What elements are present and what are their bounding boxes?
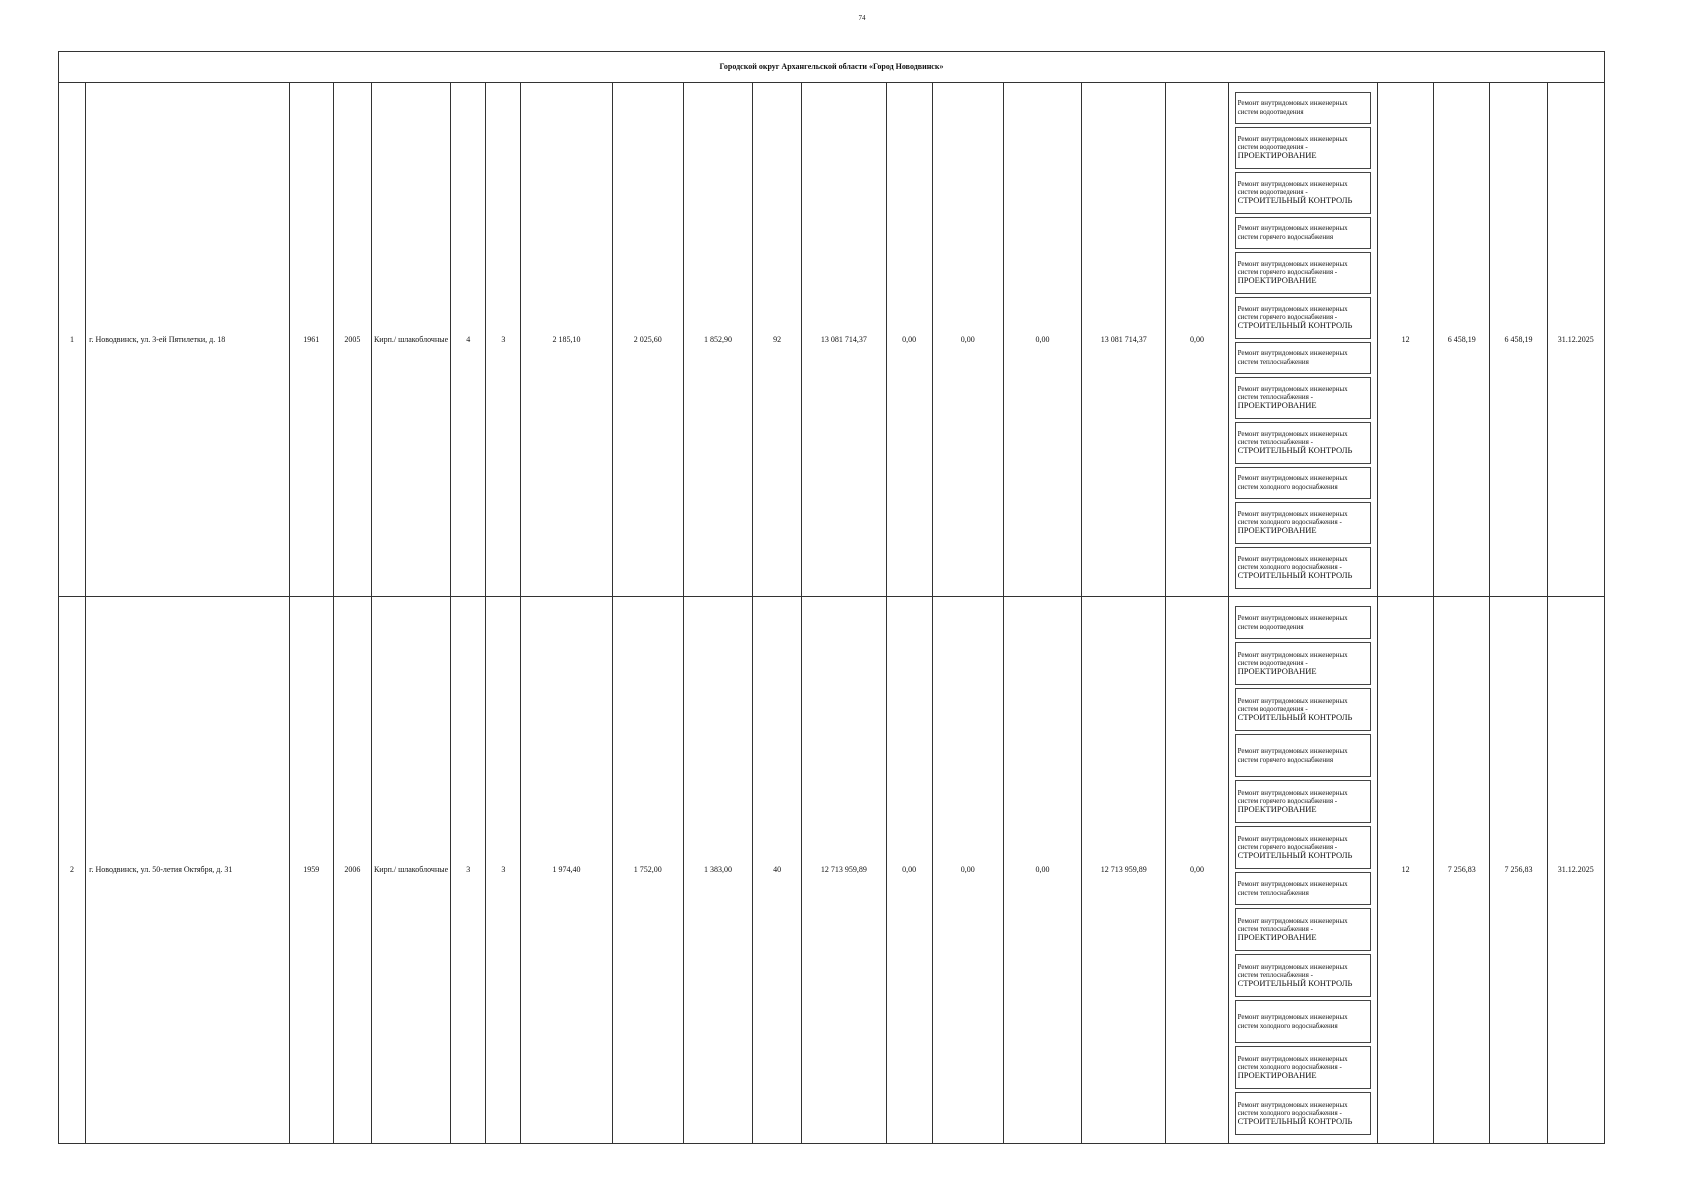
work-item: Ремонт внутридомовых инженерных систем теплоснабжения - ПРОЕКТИРОВАНИЕ <box>1235 377 1371 419</box>
address-cell: г. Новодвинск, ул. 50-летия Октября, д. 31 <box>86 597 290 1144</box>
row-number: 1 <box>59 83 86 597</box>
works-list <box>1235 606 1371 1135</box>
premises-area-cell: 1 752,00 <box>612 597 683 1144</box>
work-item: Ремонт внутридомовых инженерных систем теплоснабжения <box>1235 342 1371 374</box>
year-built-cell: 1961 <box>289 83 333 597</box>
cost-owners-cell: 12 713 959,89 <box>1082 597 1166 1144</box>
work-item: Ремонт внутридомовых инженерных систем водоотведения - ПРОЕКТИРОВАНИЕ <box>1235 642 1371 685</box>
work-item: Ремонт внутридомовых инженерных систем горячего водоснабжения <box>1235 734 1371 777</box>
work-item: Ремонт внутридомовых инженерных систем теплоснабжения - СТРОИТЕЛЬНЫЙ КОНТРОЛЬ <box>1235 422 1371 464</box>
floors-cell: 3 <box>451 597 486 1144</box>
residents-cell: 92 <box>753 83 802 597</box>
work-item: Ремонт внутридомовых инженерных систем теплоснабжения - ПРОЕКТИРОВАНИЕ <box>1235 908 1371 951</box>
works-count-cell: 12 <box>1378 83 1434 597</box>
wall-material-cell: Кирп./ шлакоблочные <box>371 597 450 1144</box>
work-item: Ремонт внутридомовых инженерных систем теплоснабжения - СТРОИТЕЛЬНЫЙ КОНТРОЛЬ <box>1235 954 1371 997</box>
total-area-cell: 1 974,40 <box>521 597 612 1144</box>
works-list <box>1235 92 1371 589</box>
year-reconstruction-cell: 2005 <box>333 83 371 597</box>
total-area-cell: 2 185,10 <box>521 83 612 597</box>
unit-cost-cell: 6 458,19 <box>1434 83 1490 597</box>
work-item: Ремонт внутридомовых инженерных систем горячего водоснабжения <box>1235 217 1371 249</box>
cost-local-cell: 0,00 <box>1003 597 1081 1144</box>
cost-total-cell: 12 713 959,89 <box>802 597 886 1144</box>
work-item: Ремонт внутридомовых инженерных систем холодного водоснабжения <box>1235 467 1371 499</box>
cost-federal-cell: 0,00 <box>886 597 932 1144</box>
row-number: 2 <box>59 597 86 1144</box>
year-reconstruction-cell: 2006 <box>333 597 371 1144</box>
work-item: Ремонт внутридомовых инженерных систем холодного водоснабжения - ПРОЕКТИРОВАНИЕ <box>1235 502 1371 544</box>
floors-cell: 4 <box>451 83 486 597</box>
capital-repair-table <box>58 51 1605 1144</box>
work-item: Ремонт внутридомовых инженерных систем водоотведения <box>1235 606 1371 639</box>
address-cell: г. Новодвинск, ул. 3-ей Пятилетки, д. 18 <box>86 83 290 597</box>
residential-area-cell: 1 383,00 <box>683 597 752 1144</box>
cost-local-cell: 0,00 <box>1003 83 1081 597</box>
deadline-cell: 31.12.2025 <box>1547 83 1604 597</box>
entrances-cell: 3 <box>486 83 521 597</box>
work-item: Ремонт внутридомовых инженерных систем горячего водоснабжения - ПРОЕКТИРОВАНИЕ <box>1235 252 1371 294</box>
cost-other-cell: 0,00 <box>1166 83 1228 597</box>
cost-other-cell: 0,00 <box>1166 597 1228 1144</box>
page-number: 74 <box>858 14 866 22</box>
residential-area-cell: 1 852,90 <box>683 83 752 597</box>
year-built-cell: 1959 <box>289 597 333 1144</box>
wall-material-cell: Кирп./ шлакоблочные <box>371 83 450 597</box>
premises-area-cell: 2 025,60 <box>612 83 683 597</box>
work-item: Ремонт внутридомовых инженерных систем холодного водоснабжения - СТРОИТЕЛЬНЫЙ КОНТРОЛЬ <box>1235 547 1371 589</box>
cost-regional-cell: 0,00 <box>932 597 1003 1144</box>
work-item: Ремонт внутридомовых инженерных систем теплоснабжения <box>1235 872 1371 905</box>
work-item: Ремонт внутридомовых инженерных систем водоотведения - ПРОЕКТИРОВАНИЕ <box>1235 127 1371 169</box>
work-item: Ремонт внутридомовых инженерных систем водоотведения - СТРОИТЕЛЬНЫЙ КОНТРОЛЬ <box>1235 172 1371 214</box>
works-cell <box>1228 83 1377 597</box>
works-count-cell: 12 <box>1378 597 1434 1144</box>
region-title: Городской округ Архангельской области «Город Новодвинск» <box>59 52 1605 83</box>
work-item: Ремонт внутридомовых инженерных систем холодного водоснабжения - СТРОИТЕЛЬНЫЙ КОНТРОЛЬ <box>1235 1092 1371 1135</box>
cost-regional-cell: 0,00 <box>932 83 1003 597</box>
work-item: Ремонт внутридомовых инженерных систем горячего водоснабжения - ПРОЕКТИРОВАНИЕ <box>1235 780 1371 823</box>
residents-cell: 40 <box>753 597 802 1144</box>
table-row <box>59 83 1605 597</box>
work-item: Ремонт внутридомовых инженерных систем холодного водоснабжения <box>1235 1000 1371 1043</box>
unit-cost-cell: 7 256,83 <box>1434 597 1490 1144</box>
work-item: Ремонт внутридомовых инженерных систем водоотведения - СТРОИТЕЛЬНЫЙ КОНТРОЛЬ <box>1235 688 1371 731</box>
work-item: Ремонт внутридомовых инженерных систем водоотведения <box>1235 92 1371 124</box>
max-unit-cost-cell: 7 256,83 <box>1490 597 1547 1144</box>
entrances-cell: 3 <box>486 597 521 1144</box>
cost-total-cell: 13 081 714,37 <box>802 83 886 597</box>
table-row <box>59 597 1605 1144</box>
work-item: Ремонт внутридомовых инженерных систем горячего водоснабжения - СТРОИТЕЛЬНЫЙ КОНТРОЛЬ <box>1235 826 1371 869</box>
work-item: Ремонт внутридомовых инженерных систем горячего водоснабжения - СТРОИТЕЛЬНЫЙ КОНТРОЛЬ <box>1235 297 1371 339</box>
cost-owners-cell: 13 081 714,37 <box>1082 83 1166 597</box>
works-cell <box>1228 597 1377 1144</box>
max-unit-cost-cell: 6 458,19 <box>1490 83 1547 597</box>
work-item: Ремонт внутридомовых инженерных систем холодного водоснабжения - ПРОЕКТИРОВАНИЕ <box>1235 1046 1371 1089</box>
deadline-cell: 31.12.2025 <box>1547 597 1604 1144</box>
cost-federal-cell: 0,00 <box>886 83 932 597</box>
